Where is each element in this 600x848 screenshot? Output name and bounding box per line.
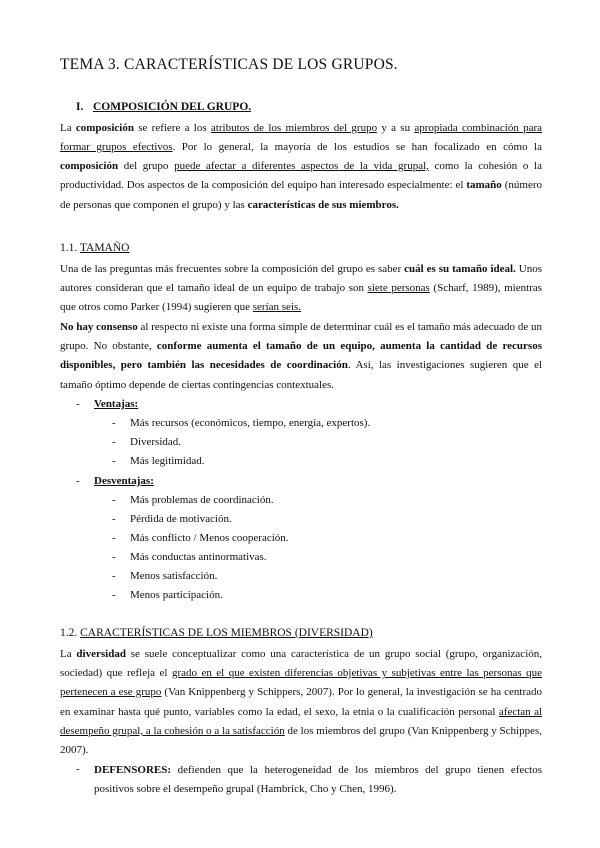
paragraph-line: 2007). — [60, 744, 89, 756]
desventajas-label: Desventajas: — [94, 475, 154, 487]
list-bullet: - — [76, 398, 80, 410]
list-item: Menos satisfacción. — [130, 570, 218, 582]
list-bullet: - — [112, 455, 116, 467]
paragraph-line: disponibles, pero también las necesidades de coordinación. Así, las investigaciones sugieren que el — [60, 359, 543, 371]
list-item: Más conductas antinormativas. — [130, 551, 267, 563]
list-bullet: - — [112, 532, 116, 544]
list-item: Pérdida de motivación. — [130, 513, 232, 525]
paragraph-line: composición del grupo puede afectar a diferentes aspectos de la vida grupal, como la cohesión o la — [60, 160, 542, 172]
paragraph-line: formar grupos efectivos. Por lo general, la mayoría de los estudios se han focalizado en cómo la — [60, 141, 542, 153]
section-number: I. — [76, 101, 84, 113]
paragraph-line: positivos sobre el desempeño grupal (Hambrick, Cho y Chen, 1996). — [94, 783, 397, 795]
paragraph-line: tamaño óptimo depende de ciertas contingencias contextuales. — [60, 379, 334, 391]
paragraph-line: productividad. Dos aspectos de la composición del equipo han interesado especialmente: el tamaño (número — [60, 179, 542, 191]
paragraph-line: en examinar hasta qué punto, variables como la edad, el sexo, la etnia o la cualificación personal afectan al — [60, 706, 543, 718]
list-bullet: - — [112, 417, 116, 429]
paragraph-line: Una de las preguntas más frecuentes sobre la composición del grupo es saber cuál es su tamaño ideal. Unos — [60, 263, 542, 275]
list-bullet: - — [112, 513, 116, 525]
ventajas-label: Ventajas: — [94, 398, 139, 410]
paragraph-line: La composición se refiere a los atributos de los miembros del grupo y a su apropiada combinación para — [60, 122, 543, 134]
list-item: Diversidad. — [130, 436, 182, 448]
paragraph-line: desempeño grupal, a la cohesión o a la satisfacción de los miembros del grupo (Van Knippenberg y Schippes, — [60, 725, 542, 737]
list-bullet: - — [112, 494, 116, 506]
paragraph-line: grupo. No obstante, conforme aumenta el tamaño de un equipo, aumenta la cantidad de recursos — [60, 340, 542, 352]
paragraph-line: No hay consenso al respecto ni existe una forma simple de determinar cuál es el tamaño más adecuado de un — [60, 321, 542, 333]
paragraph-line: sociedad) que refleja el grado en el que existen diferencias objetivas y subjetivas entre las personas que — [60, 667, 542, 679]
list-bullet: - — [112, 436, 116, 448]
paragraph-line: que otros como Parker (1994) sugieren que serían seis. — [60, 301, 302, 313]
list-bullet: - — [112, 589, 116, 601]
paragraph-line: pertenecen a ese grupo (Van Knippenberg y Schippers, 2007). Por lo general, la investigación se ha centrado — [60, 686, 542, 698]
list-item: Más legitimidad. — [130, 455, 205, 467]
list-bullet: - — [76, 763, 80, 775]
list-item: Menos participación. — [130, 589, 223, 601]
list-item: Más problemas de coordinación. — [130, 494, 274, 506]
section-heading-composicion — [76, 101, 251, 113]
subsection-heading-tamano: 1.1. TAMAÑO — [60, 242, 130, 254]
page-title: TEMA 3. CARACTERÍSTICAS DE LOS GRUPOS. — [60, 56, 398, 73]
subsection-heading-diversidad: 1.2. CARACTERÍSTICAS DE LOS MIEMBROS (DIVERSIDAD) — [60, 627, 373, 639]
list-bullet: - — [112, 551, 116, 563]
paragraph-line: de personas que componen el grupo) y las características de sus miembros. — [60, 199, 399, 211]
list-bullet: - — [112, 570, 116, 582]
paragraph-line: DEFENSORES: defienden que la heterogeneidad de los miembros del grupo tienen efectos — [94, 764, 542, 776]
paragraph-line: La diversidad se suele conceptualizar como una característica de un grupo social (grupo, organización, — [60, 648, 542, 660]
list-bullet: - — [76, 475, 80, 487]
section-heading-text: COMPOSICIÓN DEL GRUPO. — [93, 101, 252, 113]
list-item: Más recursos (económicos, tiempo, energía, expertos). — [130, 417, 371, 429]
list-item: Más conflicto / Menos cooperación. — [130, 532, 289, 544]
paragraph-line: autores consideran que el tamaño ideal de un equipo de trabajo son siete personas (Scharf, 1989), mientras — [60, 282, 543, 294]
